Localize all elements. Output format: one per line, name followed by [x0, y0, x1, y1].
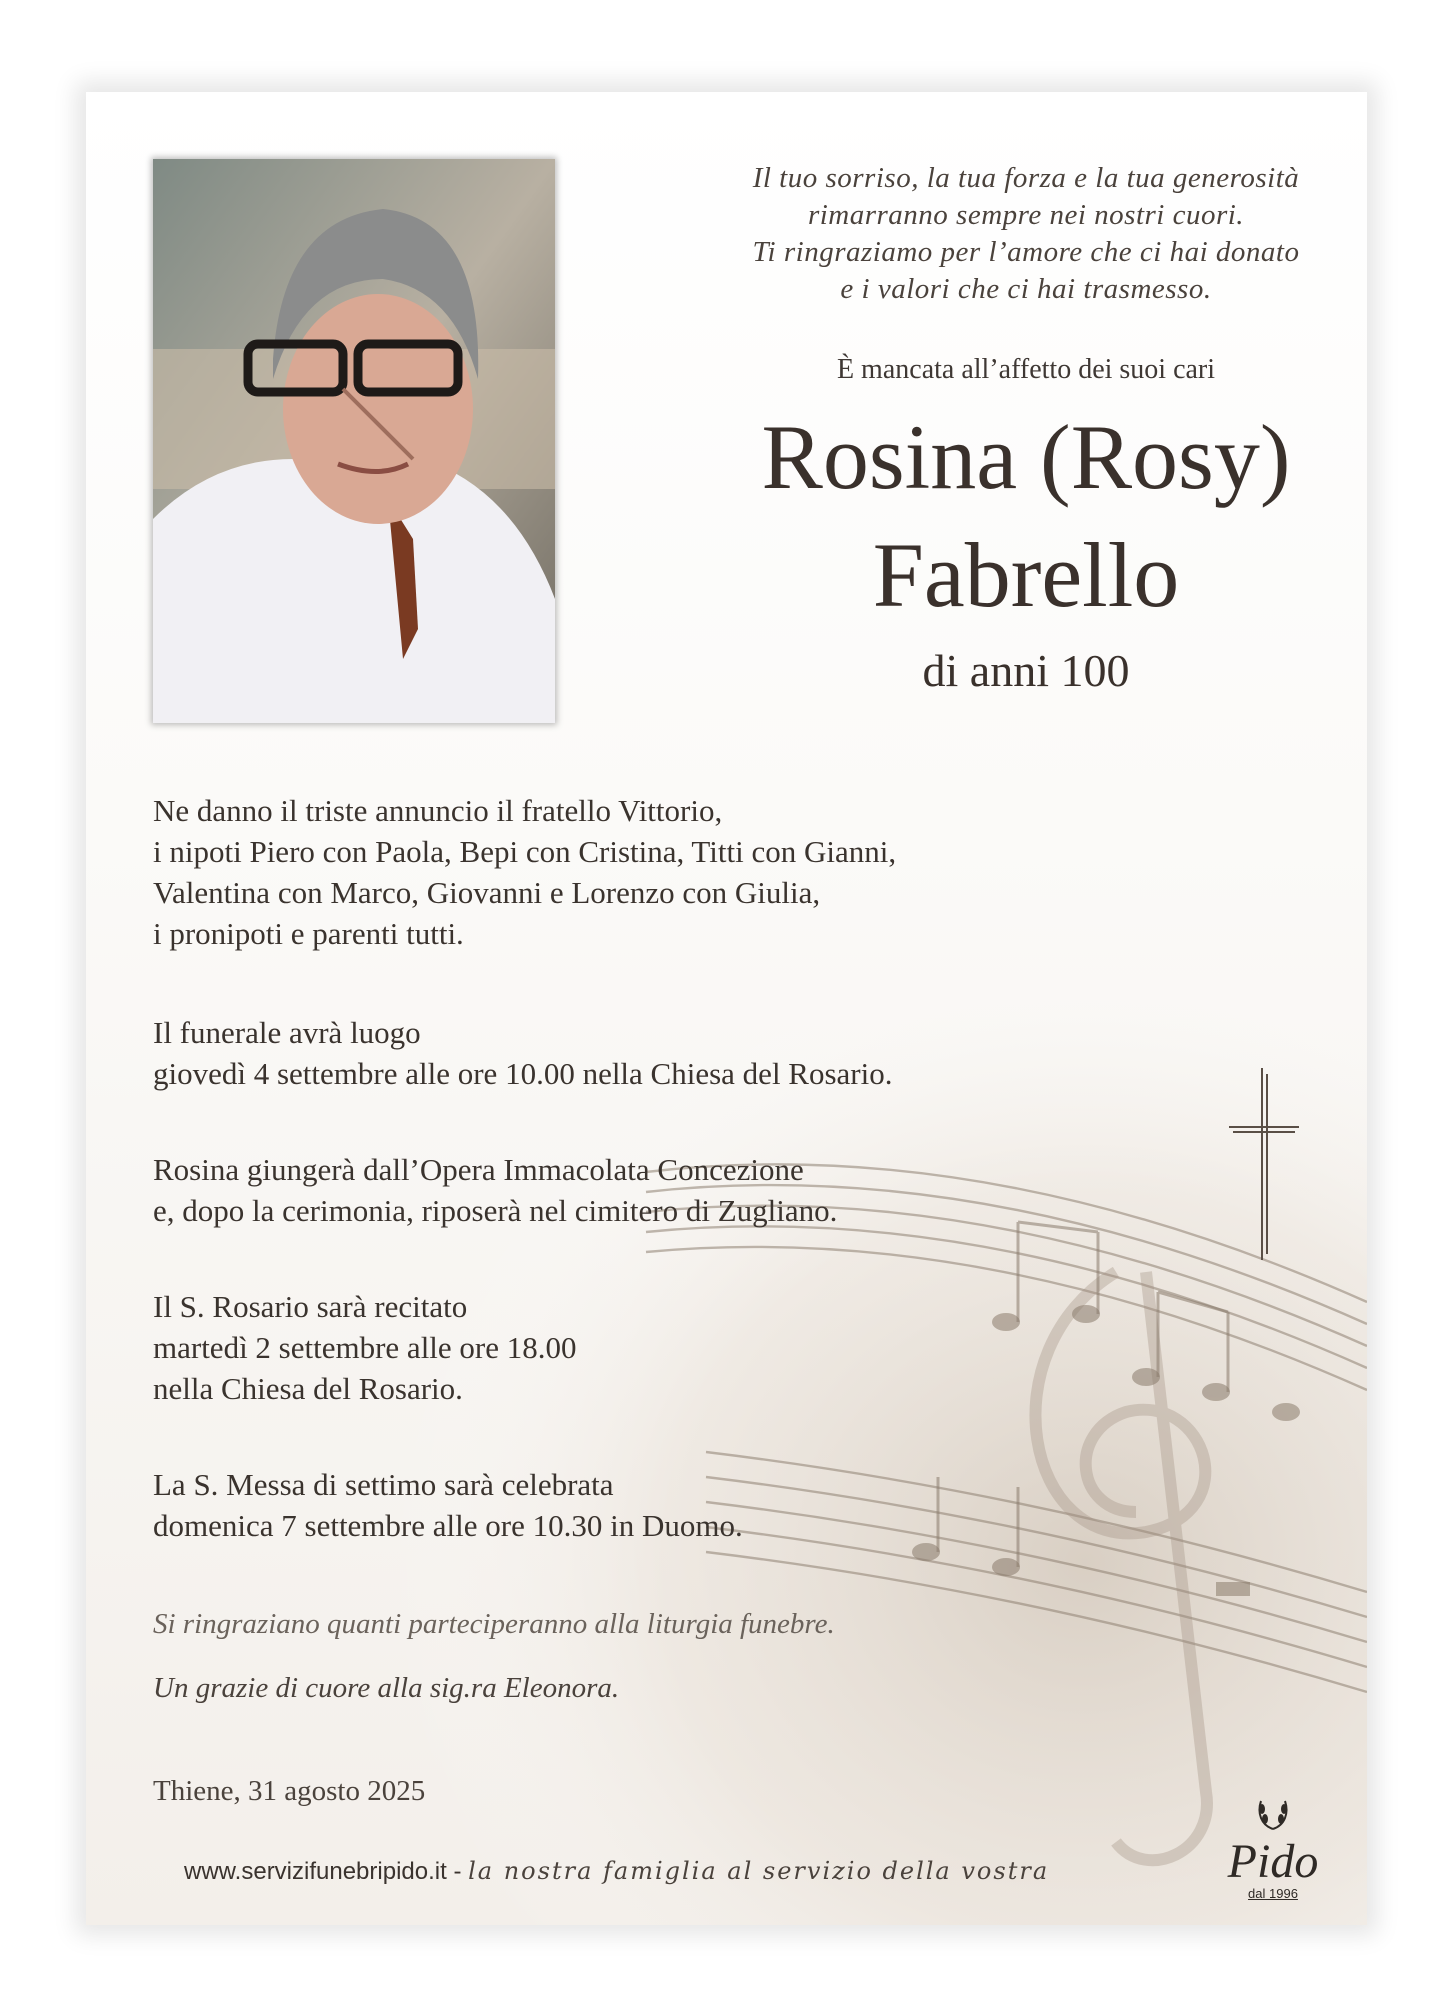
cross-icon: [1229, 1068, 1299, 1260]
rosary-paragraph: [153, 1286, 1053, 1409]
deceased-age: di anni 100: [922, 645, 1130, 696]
logo-since: dal 1996: [1248, 1886, 1298, 1901]
thanks-attendees: Si ringraziano quanti parteciperanno alla liturgia funebre.: [153, 1608, 835, 1640]
funeral-home-logo: [1208, 1797, 1338, 1907]
text-line: Il S. Rosario sarà recitato: [153, 1289, 468, 1324]
memorial-verse: [706, 160, 1346, 308]
text-line: e, dopo la cerimonia, riposerà nel cimitero di Zugliano.: [153, 1193, 838, 1228]
footer: [184, 1857, 1049, 1886]
text-line: domenica 7 settembre alle ore 10.30 in Duomo.: [153, 1508, 743, 1543]
verse-line: Il tuo sorriso, la tua forza e la tua generosità: [752, 162, 1300, 194]
deceased-name-line2: Fabrello: [872, 524, 1180, 626]
thanks-caregiver: Un grazie di cuore alla sig.ra Eleonora.: [153, 1672, 620, 1704]
place-and-date: Thiene, 31 agosto 2025: [153, 1775, 426, 1807]
text-line: giovedì 4 settembre alle ore 10.00 nella Chiesa del Rosario.: [153, 1056, 893, 1091]
deceased-name: [646, 398, 1367, 634]
footer-tagline: la nostra famiglia al servizio della vostra: [468, 1857, 1050, 1885]
text-line: Il funerale avrà luogo: [153, 1015, 421, 1050]
footer-separator: -: [446, 1858, 469, 1885]
text-line: nella Chiesa del Rosario.: [153, 1371, 463, 1406]
text-line: La S. Messa di settimo sarà celebrata: [153, 1467, 614, 1502]
deceased-photo: [153, 159, 555, 723]
portrait-image: [153, 159, 555, 723]
text-line: Valentina con Marco, Giovanni e Lorenzo con Giulia,: [153, 875, 821, 910]
obituary-card: [86, 92, 1367, 1925]
text-line: i nipoti Piero con Paola, Bepi con Cristina, Titti con Gianni,: [153, 834, 897, 869]
verse-line: rimarranno sempre nei nostri cuori.: [807, 199, 1245, 231]
text-line: Rosina giungerà dall’Opera Immacolata Concezione: [153, 1152, 804, 1187]
website-link[interactable]: www.servizifunebripido.it: [184, 1858, 447, 1885]
funeral-paragraph: [153, 1012, 1053, 1094]
text-line: martedì 2 settembre alle ore 18.00: [153, 1330, 577, 1365]
verse-line: e i valori che ci hai trasmesso.: [840, 273, 1212, 305]
family-paragraph: [153, 790, 1053, 954]
announcement-intro: È mancata all’affetto dei suoi cari: [836, 354, 1216, 385]
text-line: i pronipoti e parenti tutti.: [153, 916, 464, 951]
logo-name: Pido: [1227, 1835, 1319, 1888]
deceased-name-line1: Rosina (Rosy): [761, 406, 1291, 508]
mass-paragraph: [153, 1464, 1053, 1546]
laurel-icon: [1253, 1797, 1293, 1831]
text-line: Ne danno il triste annuncio il fratello Vittorio,: [153, 793, 723, 828]
verse-line: Ti ringraziamo per l’amore che ci hai donato: [752, 236, 1300, 268]
transfer-paragraph: [153, 1149, 1053, 1231]
